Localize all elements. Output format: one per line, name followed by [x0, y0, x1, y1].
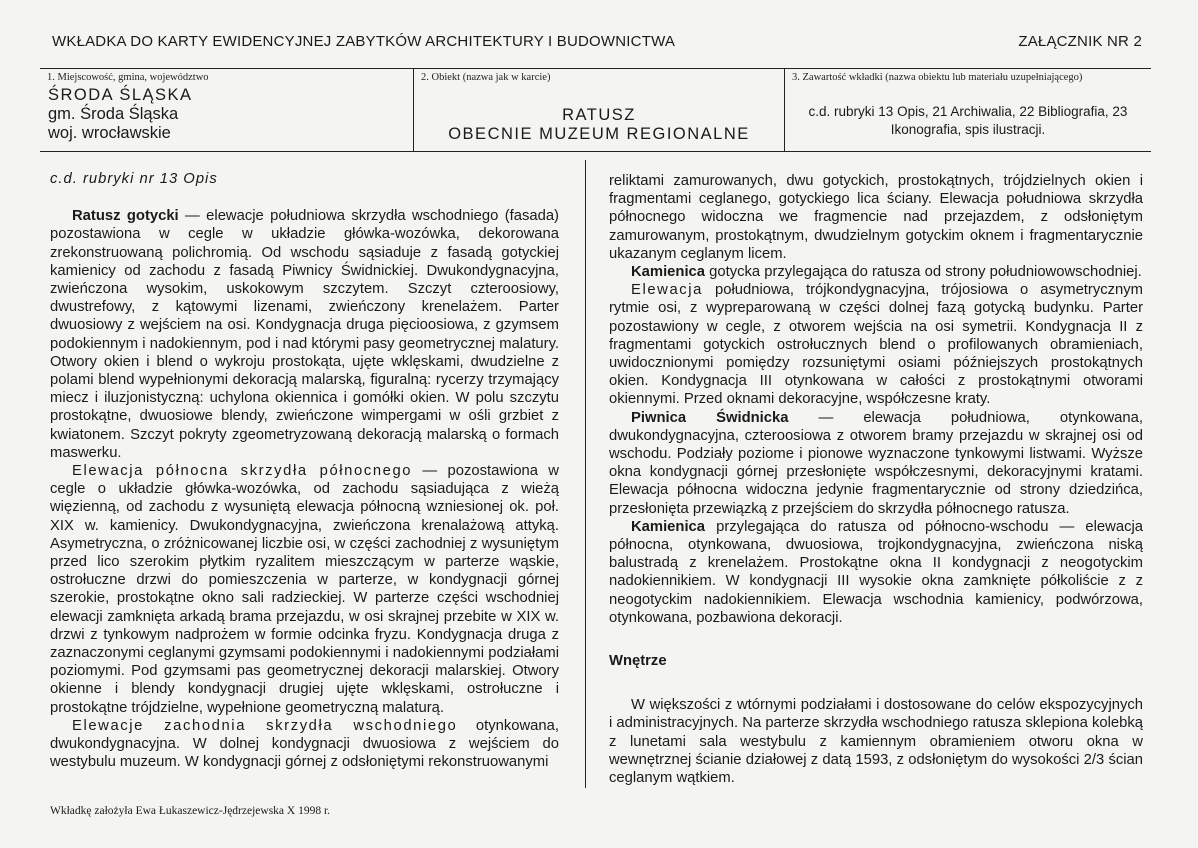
contents-line-1: c.d. rubryki 13 Opis, 21 Archiwalia, 22 Bibliografia, 23 [808, 104, 1128, 119]
paragraph-text: otynkowana, dwukondygnacyjna. W dolnej kondygnacji dwuosiowa z wejściem do westybulu muzeum. W kondygnacji górnej z odsłoniętymi rekonstruowanymi [50, 717, 559, 771]
column-divider [585, 160, 586, 788]
paragraph-tenement-northeast [609, 518, 1143, 627]
term-tenement: Kamienica [631, 264, 706, 281]
location-commune: gm. Środa Śląska [48, 105, 179, 123]
term-elevation: Elewacja [631, 282, 704, 299]
paragraph-text: — elewacje południowa skrzydła wschodniego (fasada) pozostawiona w cegle w układzie główka-wozówka, dekorowana zrekonstruowaną polichromią. Od wschodu sąsiaduje z fasadą gotyckiej kamienicy od zachodu z fasadą Piwnicy Świdnickiej. Dwukondygnacyjna, zwieńczona wysokim, uskokowym szczytem. Szczyt czteroosiowy, dwustrefowy, z kątowymi lizenami, zwieńczony krenelażem. Parter dwuosiowy z wejściem na osi. Kondygnacja druga pięcioosiowa, z gzymsem podokiennym i nadokiennym, pod i nad którymi pasy geometrycznej malatury. Otwory okien i blend o wykroju prostokąta, ujęte wklęskami, dwudzielne z polami blend wypełnionymi dekoracją malarską, figuralną: rycerzy trzymający miecz i iluzjonistyczną: uchylona okiennica i gomółki okien. W polu szczytu prostokątne, dwuosiowe blendy, zwieńczone wimpergami w ośli grzbiet z kwiatonem. Szczyt pokryty zgeometryzowaną dekoracją malarską o formach maswerku. [50, 208, 559, 461]
paragraph-tenement-gothic [609, 263, 1143, 281]
footer-author-note: Wkładkę założyła Ewa Łukaszewicz-Jędrzejewska X 1998 r. [50, 805, 331, 817]
right-column [609, 172, 1143, 787]
paragraph-continuation: reliktami zamurowanych, dwu gotyckich, prostokątnych, trójdzielnych okien i fragmentami ceglanego, gotyckiego lica ściany. Elewacja południowa skrzydła północnego widoczna we fragmencie nad przejazdem, z odsłoniętym zamurowanym, prostokątnym, dwudzielnym gotyckim oknem i fragmentarycznie ukazanym ceglanym licem. [609, 173, 1143, 262]
annex-number: ZAŁĄCZNIK NR 2 [1018, 33, 1142, 50]
term-piwnica-swidnicka: Piwnica Świdnicka [631, 409, 789, 426]
location-field [40, 69, 413, 151]
section-subtitle: c.d. rubryki nr 13 Opis [50, 171, 218, 187]
paragraph-north-elevation [50, 462, 559, 717]
header-fields [40, 68, 1151, 152]
location-town: ŚRODA ŚLĄSKA [48, 86, 193, 104]
document-title: WKŁADKA DO KARTY EWIDENCYJNEJ ZABYTKÓW ARCHITEKTURY I BUDOWNICTWA [52, 33, 676, 50]
paragraph-west-elevation [50, 717, 559, 772]
paragraph-text: — pozostawiona w cegle o układzie główka-wozówka, od zachodu sąsiadująca z wieżą więzienną, od zachodu z wysuniętą elewacja północną wzniesionej ok. poł. XIX w. kamienicy. Dwukondygnacyjna, zwieńczona krenalażową attyką. Asymetryczna, o zróżnicowanej liczbie osi, w części zachodniej z wysuniętym przed lico szerokim płytkim ryzalitem mieszczącym w parterze wąskie, ostrołuczne drzwi do pomieszczenia w parterze, w kondygnacji górnej szerokie, prostokątne okno sali radzieckiej. W parterze części wschodniej elewacji zamknięta arkadą brama przejazdu, w osi skrajnej przebite w XIX w. drzwi z tynkowym nadprożem w formie odcinka fryzu. Kondygnacja druga z zaznaczonymi ceglanymi gzymsami podokiennymi i nadokiennymi podziałami poziomymi. Pod gzymsami pas geometrycznej dekoracji malarskiej. Otwory okienne i blendy kondygnacji drugiej ujęte wklęskami, ostrołuczne i prostokątne trójdzielne, wypełnione geometryczną malaturą. [50, 463, 559, 716]
contents-line-2: Ikonografia, spis ilustracji. [890, 122, 1046, 137]
paragraph-text: przylegająca do ratusza od północno-wschodu — elewacja północna, otynkowana, dwuosiowa, trojkondygnacyjna, zwieńczona niską balustradą z krenelażem. Prostokątne okna II kondygnacji z neogotyckim nadokiennikiem. W kondygnacji III wysokie okna zamknięte półkoliście z z neogotyckim nadokiennikiem. Elewacja wschodnia kamienicy, podwórzowa, otynkowana, pozbawiona dekoracji. [609, 518, 1143, 626]
paragraph-text: — elewacja południowa, otynkowana, dwukondygnacyjna, czteroosiowa z otworem bramy przejazdu w skrajnej osi od wschodu. Podziały poziome i pionowe wyznaczone tynkowymi listwami. Wyższe okna kondygnacji górnej przesłonięte współczesnymi, dekoracyjnymi kratami. Elewacja północna widoczna jedynie fragmentarycznie od strony dziedzińca, przesłonięta przewiązką z przejściem do skrzydła północnego ratusza. [609, 409, 1143, 517]
contents-field [784, 69, 1151, 151]
paragraph-text: gotycka przylegająca do ratusza od strony południowowschodniej. [705, 264, 1142, 281]
object-field [413, 69, 784, 151]
location-label: 1. Miejscowość, gmina, województwo [47, 72, 209, 83]
term-north-elevation: Elewacja północna skrzydła północnego [72, 463, 413, 480]
contents-label: 3. Zawartość wkładki (nazwa obiektu lub materiału uzupełniającego) [792, 72, 1083, 83]
paragraph-south-elevation [609, 281, 1143, 408]
term-west-elevation: Elewacje zachodnia skrzydła wschodniego [72, 717, 458, 734]
object-current-use: OBECNIE MUZEUM REGIONALNE [448, 125, 750, 143]
paragraph-text: południowa, trójkondygnacyjna, trójosiowa o asymetrycznym rytmie osi, z wypreparowaną w części dolnej fazą gotycką budynku. Parter pozostawiony w cegle, z otworem wejścia na osi symetrii. Kondygnacja II z fragmentami gotyckich ostrołucznych blend o profilowanych obramieniach, uwidocznionymi pomiędzy rozsuniętymi osiami późniejszych prostokątnych okien. Kondygnacja III otynkowana w całości z prostokątnymi otworami okiennymi. Przed oknami dekoracyjne, współczesne kraty. [609, 282, 1143, 408]
object-name: RATUSZ [562, 106, 636, 124]
paragraph-gothic-town-hall [50, 207, 559, 462]
term-gothic-town-hall: Ratusz gotycki [72, 208, 179, 225]
paragraph-interior: W większości z wtórnymi podziałami i dostosowane do celów ekspozycyjnych i administracyjnych. Na parterze skrzydła wschodniego ratusza sklepiona kolebką z lunetami sala westybulu z kamiennym obramieniem otworu okna w wewnętrznej ścianie działowej z datą 1593, z odsłoniętym do wysokości 2/3 ścian ceglanym wątkiem. [609, 697, 1143, 787]
object-label: 2. Obiekt (nazwa jak w karcie) [421, 72, 551, 83]
location-voivodeship: woj. wrocławskie [48, 124, 171, 142]
term-tenement-2: Kamienica [631, 518, 706, 535]
section-heading-interior: Wnętrze [609, 653, 667, 670]
left-column [50, 170, 559, 772]
paragraph-piwnica-swidnicka [609, 409, 1143, 518]
